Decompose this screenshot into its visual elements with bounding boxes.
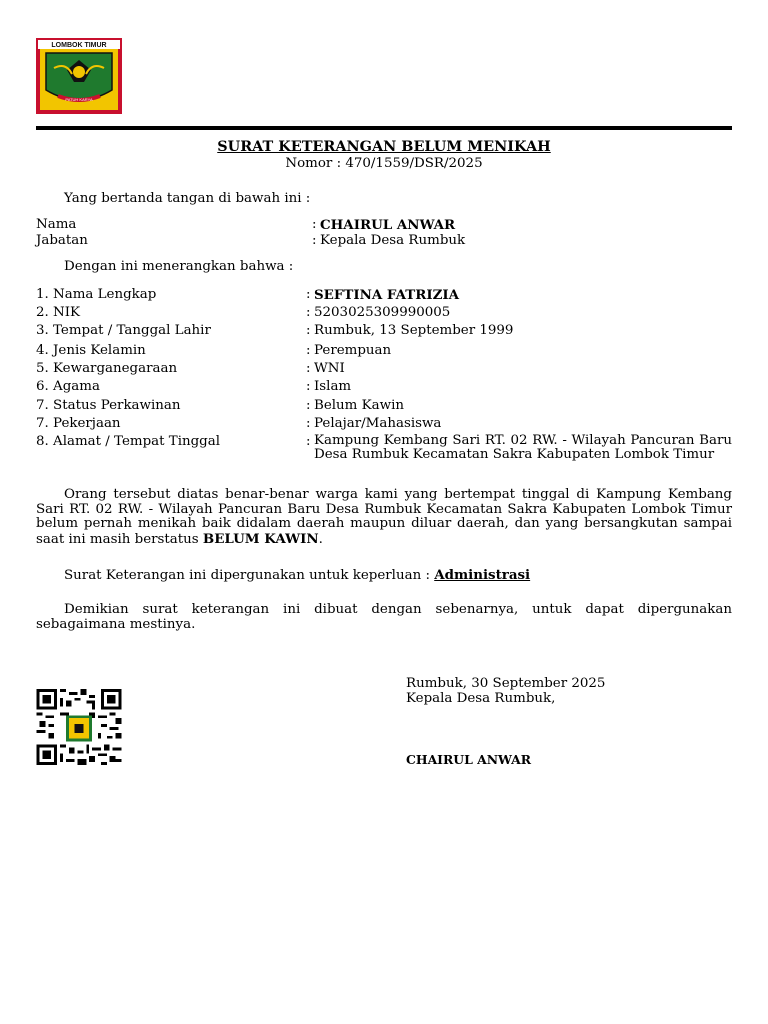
signer-name-label: Nama [36, 217, 77, 232]
field-label: 7. Status Perkawinan [36, 398, 181, 413]
field-label: 7. Pekerjaan [36, 416, 121, 431]
colon: : [306, 416, 311, 431]
purpose-line [64, 566, 530, 585]
signer-position-value: Kepala Desa Rumbuk [320, 233, 466, 248]
signer-name-value: CHAIRUL ANWAR [320, 217, 456, 233]
document-title: SURAT KETERANGAN BELUM MENIKAH [217, 138, 551, 155]
colon: : [306, 379, 311, 394]
colon: : [306, 361, 311, 376]
field-value-gender: Perempuan [314, 343, 392, 358]
field-label: 3. Tempat / Tanggal Lahir [36, 323, 211, 338]
colon: : [306, 398, 311, 413]
colon: : [306, 343, 311, 358]
colon: : [312, 233, 317, 248]
field-label: 2. NIK [36, 305, 81, 320]
field-value-birth: Rumbuk, 13 September 1999 [314, 323, 514, 338]
signature-place-date: Rumbuk, 30 September 2025 [406, 676, 606, 691]
field-value-citizenship: WNI [314, 361, 345, 376]
closing-paragraph: Demikian surat keterangan ini dibuat dengan sebenarnya, untuk dapat dipergunakan sebagaimana mestinya. [36, 602, 732, 632]
field-label: 1. Nama Lengkap [36, 287, 157, 302]
body-paragraph-end: . [318, 531, 323, 547]
qr-code [36, 689, 122, 765]
purpose-value: Administrasi [434, 567, 531, 583]
field-value-occupation: Pelajar/Mahasiswa [314, 416, 442, 431]
header-rule [36, 126, 732, 130]
field-label: 6. Agama [36, 379, 100, 394]
body-paragraph [36, 488, 732, 547]
colon: : [306, 434, 311, 449]
document-number: Nomor : 470/1559/DSR/2025 [285, 156, 483, 171]
field-label: 4. Jenis Kelamin [36, 343, 146, 358]
logo-motto: PATUH KARYA [65, 97, 93, 102]
field-value-marital-status: Belum Kawin [314, 398, 404, 413]
field-value-religion: Islam [314, 379, 352, 394]
signature-name: CHAIRUL ANWAR [406, 752, 532, 767]
field-value-nik: 5203025309990005 [314, 305, 451, 320]
colon: : [306, 305, 311, 320]
field-label: 5. Kewarganegaraan [36, 361, 178, 376]
statement-text: Dengan ini menerangkan bahwa : [64, 259, 294, 274]
intro-text: Yang bertanda tangan di bawah ini : [64, 191, 311, 206]
logo-text: LOMBOK TIMUR [51, 42, 107, 49]
body-paragraph-text: Orang tersebut diatas benar-benar warga kami yang bertempat tinggal di Kampung Kembang Sari RT. 02 RW. - Wilayah Pancuran Baru Desa Rumbuk Kecamatan Sakra Kabupaten Lombok Timur belum pernah menikah baik didalam daerah maupun diluar daerah, dan yang bersangkutan sampai saat ini masih berstatus [36, 487, 732, 547]
colon: : [306, 323, 311, 338]
signature-position: Kepala Desa Rumbuk, [406, 691, 556, 706]
field-value-address: Kampung Kembang Sari RT. 02 RW. - Wilayah Pancuran Baru Desa Rumbuk Kecamatan Sakra Kabupaten Lombok Timur [314, 433, 732, 462]
colon: : [312, 217, 317, 232]
colon: : [306, 287, 311, 302]
field-value-full-name: SEFTINA FATRIZIA [314, 287, 460, 303]
status-highlight: BELUM KAWIN [202, 530, 319, 547]
lombok-timur-logo [36, 38, 122, 114]
field-label: 8. Alamat / Tempat Tinggal [36, 434, 221, 449]
signer-position-label: Jabatan [36, 233, 88, 248]
purpose-text: Surat Keterangan ini dipergunakan untuk keperluan : [64, 568, 435, 583]
